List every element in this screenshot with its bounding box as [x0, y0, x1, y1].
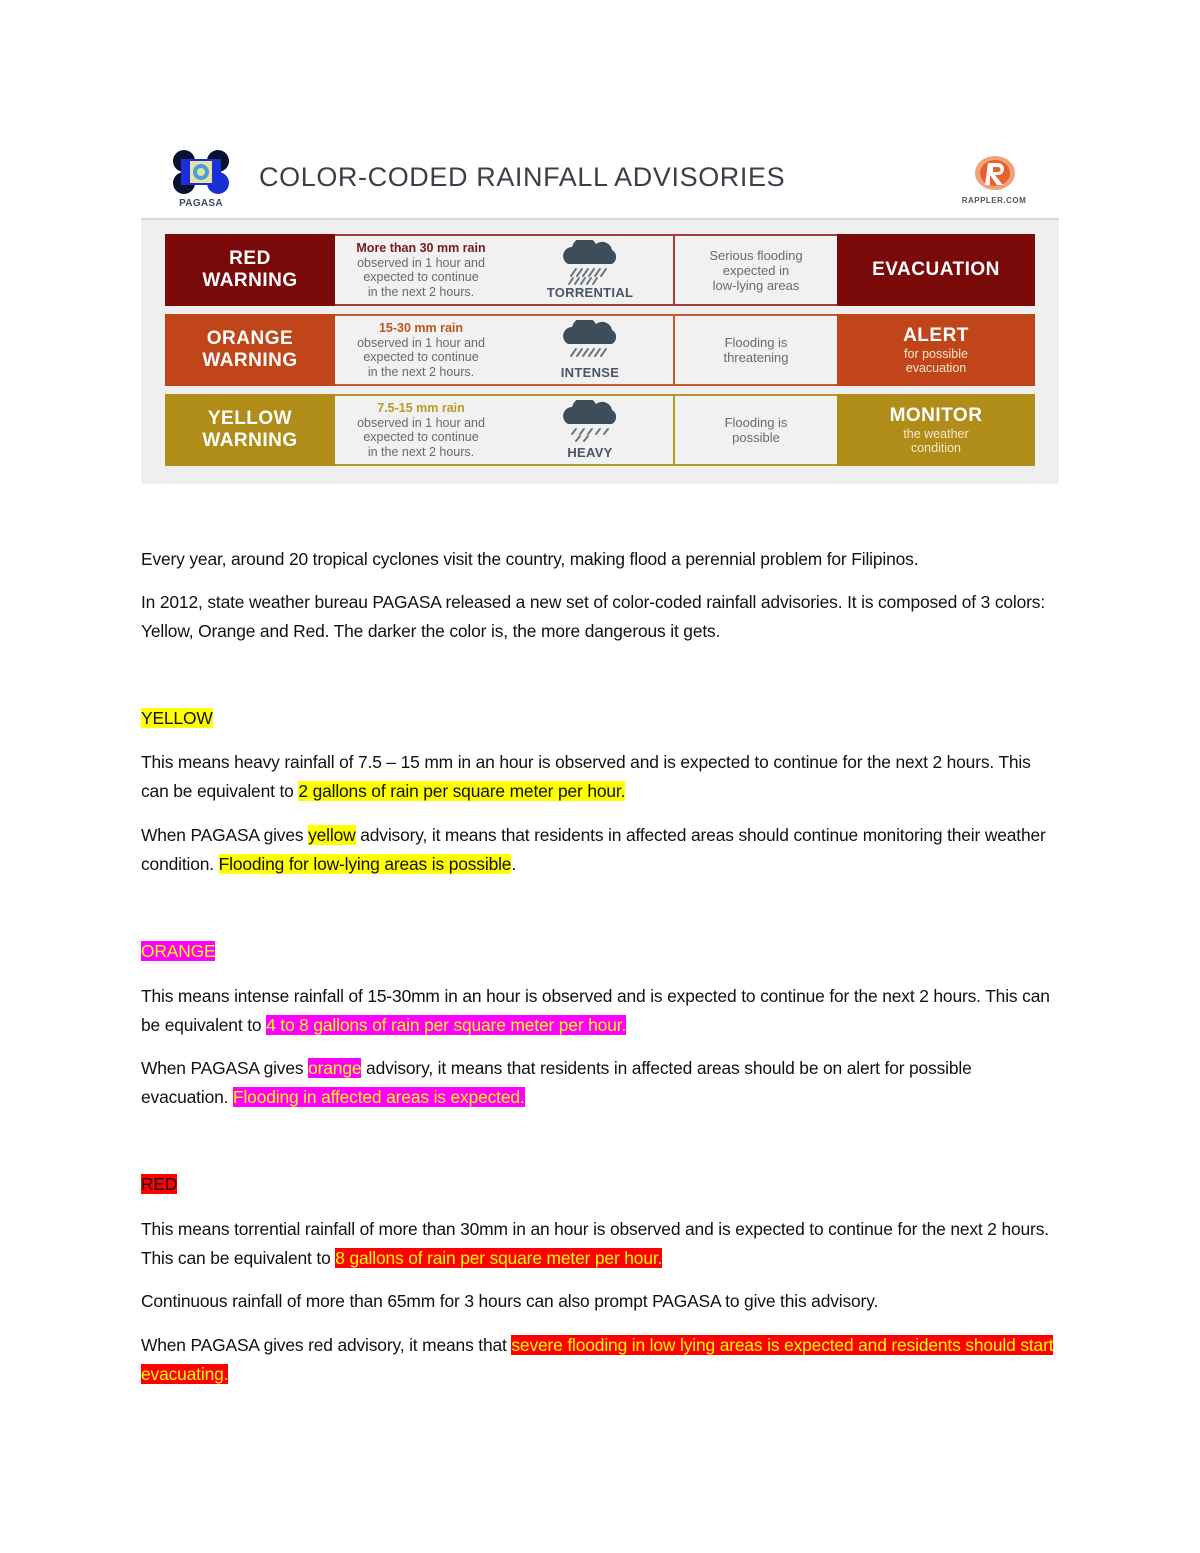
orange-heading	[141, 937, 1061, 966]
yellow-heading	[141, 704, 1061, 733]
flood-impact-red	[675, 234, 837, 306]
rain-type-label: HEAVY	[567, 445, 613, 460]
text: When PAGASA gives red advisory, it means that	[141, 1335, 512, 1355]
red-paragraph-3	[141, 1331, 1061, 1388]
level-line: ORANGE	[206, 328, 294, 349]
yellow-heading-label: YELLOW	[141, 708, 213, 728]
advisory-row-red	[165, 234, 1035, 306]
action-label: MONITOR	[889, 405, 983, 426]
orange-paragraph-2	[141, 1054, 1061, 1111]
desc-line: in the next 2 hours.	[367, 444, 475, 459]
text: When PAGASA gives	[141, 1058, 309, 1078]
rain-type-orange	[507, 314, 675, 386]
desc-line: in the next 2 hours.	[367, 364, 475, 379]
text: This means intense rainfall of 15-30mm in an hour is observed and is expected to continue for the next 2 hours. This can be equivalent to	[141, 986, 1050, 1035]
red-paragraph-2: Continuous rainfall of more than 65mm for 3 hours can also prompt PAGASA to give this advisory.	[141, 1291, 879, 1311]
desc-line: observed in 1 hour and	[357, 415, 485, 430]
rain-type-label: TORRENTIAL	[546, 285, 634, 300]
yellow-paragraph-2	[141, 821, 1061, 878]
orange-paragraph-1	[141, 982, 1061, 1039]
impact-line: threatening	[723, 350, 789, 365]
infographic-header	[141, 140, 1059, 216]
intro-paragraph-2: In 2012, state weather bureau PAGASA released a new set of color-coded rainfall advisories. It is composed of 3 colors: Yellow, Orange and Red. The darker the color is, the more dangerous it gets.	[141, 592, 1046, 641]
text: This means heavy rainfall of 7.5 – 15 mm in an hour is observed and is expected to continue for the next 2 hours. This can be equivalent to	[141, 752, 1031, 801]
pagasa-label: PAGASA	[179, 198, 223, 209]
text: When PAGASA gives	[141, 825, 309, 845]
rappler-logo	[949, 154, 1039, 212]
advisory-table	[141, 218, 1059, 484]
torrential-rain-cloud-icon	[554, 240, 626, 286]
orange-heading-label: ORANGE	[141, 941, 216, 961]
rain-description-red	[335, 234, 507, 306]
action-sub: for possible	[904, 347, 968, 361]
desc-line: observed in 1 hour and	[357, 255, 485, 270]
highlight: 4 to 8 gallons of rain per square meter per hour.	[266, 1014, 627, 1035]
rappler-label: RAPPLER.COM	[961, 196, 1027, 205]
impact-line: Serious flooding	[709, 247, 803, 263]
action-orange	[837, 314, 1035, 386]
rain-amount: 7.5-15 mm rain	[377, 401, 465, 415]
action-sub: evacuation	[905, 361, 967, 375]
intense-rain-cloud-icon	[554, 320, 626, 366]
level-line: RED	[229, 248, 271, 269]
flood-impact-yellow	[675, 394, 837, 466]
rain-type-red	[507, 234, 675, 306]
text: This means torrential rainfall of more than 30mm in an hour is observed and is expected to continue for the next 2 hours. This can be equivalent to	[141, 1219, 1049, 1268]
level-line: WARNING	[202, 350, 298, 371]
impact-line: Flooding is	[724, 415, 788, 430]
text: .	[511, 853, 517, 874]
impact-line: low-lying areas	[712, 277, 800, 293]
highlight: orange	[308, 1058, 362, 1078]
warning-level-orange	[165, 314, 335, 386]
flood-impact-orange	[675, 314, 837, 386]
rappler-logo-icon	[973, 154, 1017, 194]
level-line: WARNING	[202, 430, 298, 451]
impact-line: possible	[732, 430, 780, 445]
text: advisory, it means that residents in affected areas should continue monitoring their weather condition.	[141, 825, 1046, 874]
highlight: 8 gallons of rain per square meter per hour.	[335, 1247, 663, 1268]
action-yellow	[837, 394, 1035, 466]
highlight: severe flooding in low lying areas is expected and residents should start evacuating.	[141, 1335, 1054, 1384]
action-sub: the weather	[903, 427, 969, 441]
pagasa-logo	[165, 150, 237, 210]
rain-description-yellow	[335, 394, 507, 466]
pagasa-logo-icon	[171, 150, 231, 194]
heavy-rain-cloud-icon	[554, 400, 626, 446]
highlight: Flooding in affected areas is expected.	[232, 1086, 525, 1107]
action-sub: condition	[910, 441, 962, 455]
advisory-row-yellow	[165, 394, 1035, 466]
level-line: YELLOW	[207, 408, 293, 429]
desc-line: observed in 1 hour and	[357, 335, 485, 350]
red-heading-label: RED	[141, 1174, 178, 1194]
rainfall-advisories-infographic	[141, 140, 1059, 482]
yellow-paragraph-1	[141, 748, 1061, 805]
rain-description-orange	[335, 314, 507, 386]
intro-paragraph-1: Every year, around 20 tropical cyclones visit the country, making flood a perennial problem for Filipinos.	[141, 549, 919, 569]
warning-level-yellow	[165, 394, 335, 466]
highlight: yellow	[308, 825, 356, 845]
impact-line: Flooding is	[724, 335, 788, 350]
advisory-row-orange	[165, 314, 1035, 386]
impact-line: expected in	[722, 262, 790, 278]
red-paragraph-1	[141, 1215, 1061, 1272]
red-heading	[141, 1170, 1061, 1199]
highlight: 2 gallons of rain per square meter per hour.	[298, 780, 626, 801]
infographic-title: COLOR-CODED RAINFALL ADVISORIES	[259, 162, 786, 192]
action-label: EVACUATION	[872, 259, 1000, 280]
desc-line: expected to continue	[363, 270, 479, 284]
rain-type-label: INTENSE	[560, 365, 620, 380]
desc-line: in the next 2 hours.	[367, 284, 475, 299]
rain-amount: 15-30 mm rain	[378, 321, 464, 335]
level-line: WARNING	[202, 270, 298, 291]
warning-level-red	[165, 234, 335, 306]
action-label: ALERT	[903, 325, 969, 346]
text: advisory, it means that residents in affected areas should be on alert for possible evacuation.	[141, 1058, 972, 1107]
rain-amount: More than 30 mm rain	[356, 241, 486, 255]
desc-line: expected to continue	[363, 350, 479, 364]
rain-type-yellow	[507, 394, 675, 466]
desc-line: expected to continue	[363, 430, 479, 444]
action-red	[837, 234, 1035, 306]
highlight: Flooding for low-lying areas is possible	[218, 853, 512, 874]
